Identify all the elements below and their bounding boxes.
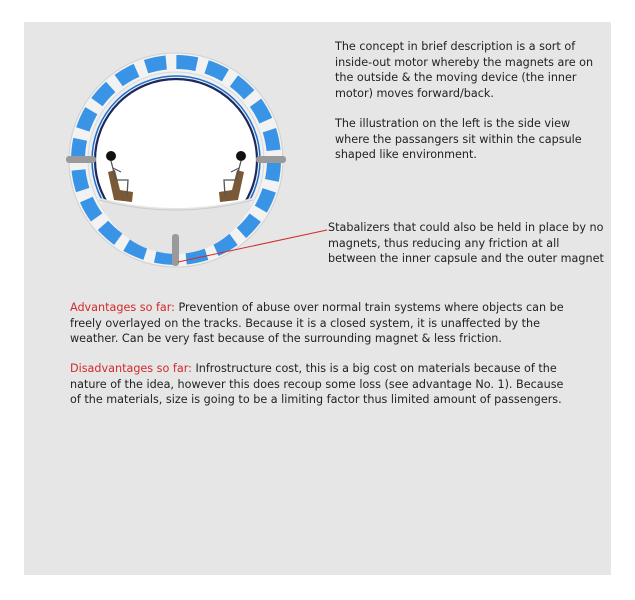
advantages-body: Prevention of abuse over normal train systems where objects can be freely overlayed on the tracks. Because it is a closed system, it is unaffected by the weather. Can be very fast because of the surrounding magnet & less friction. [70,301,564,345]
stabilizer-right [256,156,286,163]
advantages-paragraph [70,300,570,347]
stabilizer-left [66,156,96,163]
maglev-capsule-diagram [24,22,611,575]
advantages-label: Advantages so far: [70,301,175,314]
passenger-head-left [106,151,116,161]
disadvantages-paragraph [70,361,570,408]
content-panel [24,22,611,575]
disadvantages-label: Disadvantages so far: [70,362,192,375]
stabilizer-bottom [172,234,179,266]
disadvantages-body: Infrostructure cost, this is a big cost on materials because of the nature of the idea, however this does recoup some loss (see advantage No. 1). Because of the materials, size is going to be a limiting factor thus limited amount of passengers. [70,362,564,406]
illustration-description: The illustration on the left is the side view where the passangers sit within the capsule shaped like environment. [335,117,582,161]
passenger-head-right [236,151,246,161]
stabilizer-description: Stabalizers that could also be held in place by no magnets, thus reducing any friction at all between the inner capsule and the outer magnet [328,221,604,265]
concept-description: The concept in brief description is a sort of inside-out motor whereby the magnets are on the outside & the moving device (the inner motor) moves forward/back. [335,40,594,100]
